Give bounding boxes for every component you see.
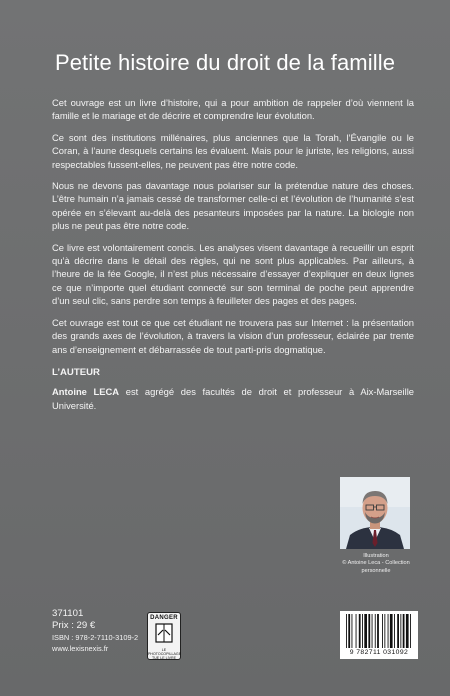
author-portrait-icon	[340, 477, 410, 549]
isbn: ISBN : 978-2-7110-3109-2	[52, 633, 139, 642]
book-meta	[52, 608, 138, 654]
publisher-website: www.lexisnexis.fr	[52, 644, 109, 653]
author-photo	[340, 477, 410, 549]
book-title: Petite histoire du droit de la famille	[54, 50, 396, 75]
danger-logo-title: DANGER	[150, 615, 178, 621]
book-skull-icon	[153, 621, 175, 645]
blurb-paragraph-5: Cet ouvrage est tout ce que cet étudiant ne trouvera pas sur Internet : la présentation des grands axes de l’évolution, à travers la vision d’un professeur, éclairée par trente ans d’enseignement et débarrassée de tout parti-pris dogmatique.	[52, 316, 414, 355]
author-bio	[52, 385, 414, 412]
photo-caption-line-2: © Antoine Leca - Collection personnelle	[342, 560, 410, 574]
barcode-icon	[344, 614, 414, 648]
danger-photocopillage-logo	[147, 612, 181, 660]
barcode-number: 9 782711 031092	[349, 649, 409, 656]
blurb-paragraph-1: Cet ouvrage est un livre d’histoire, qui a pour ambition de rappeler d’où viennent la famille et le mariage et de décrire et comprendre leur évolution.	[52, 97, 414, 122]
price: Prix : 29 €	[52, 620, 96, 631]
photo-caption-line-1: Illustration	[363, 553, 389, 559]
photo-caption	[338, 553, 414, 575]
isbn-barcode	[340, 611, 418, 659]
product-code: 371101	[52, 608, 84, 619]
danger-logo-subtitle: LE PHOTOCOPILLAGE TUE LE LIVRE	[148, 648, 182, 660]
author-heading: L’AUTEUR	[52, 366, 100, 378]
blurb-paragraph-3: Nous ne devons pas davantage nous polariser sur la prétendue nature des choses. L’être humain n’a jamais cessé de transformer celle-ci et l’évolution de l’humanité s’est opérée en s’élevant au-delà des pesanteurs imposées par la nature. La biologie non plus ne peut pas être notre code.	[52, 180, 414, 232]
author-description: est agrégé des facultés de droit et professeur à Aix-Marseille Université.	[52, 386, 414, 411]
blurb	[52, 96, 414, 420]
blurb-paragraph-2: Ce sont des institutions millénaires, plus anciennes que la Torah, l’Évangile ou le Coran, à l’aune desquels certains les évaluent. Mais pour le juriste, les religions, aussi respectables fussent-elles, ne peuvent pas être notre code.	[52, 131, 414, 170]
author-name: Antoine LECA	[52, 386, 120, 398]
blurb-paragraph-4: Ce livre est volontairement concis. Les analyses visent davantage à recueillir un esprit qu’à décrire dans le détail des règles, qui ne sont plus applicables. Par ailleurs, à l’heure de la fée Google, il n’est plus nécessaire d’essayer d’expliquer en deux lignes ce que n’importe quel étudiant connecté sur son terminal de poche peut apprendre d’un seul clic, sans perdre son temps à feuilleter des pages et des pages.	[52, 241, 414, 307]
